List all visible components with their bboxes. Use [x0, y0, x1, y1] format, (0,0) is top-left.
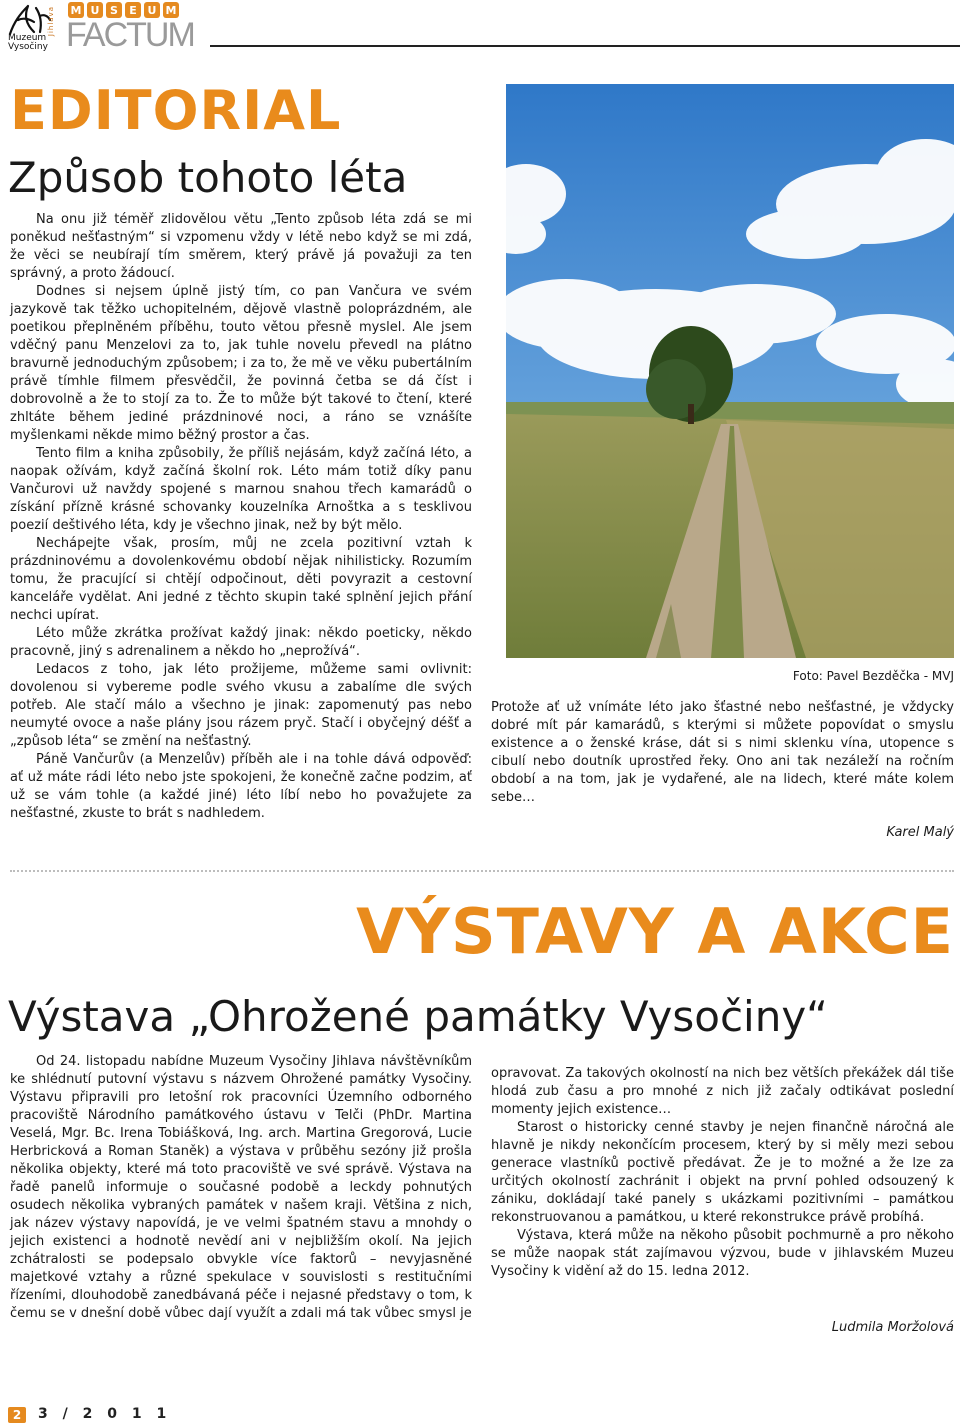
- photo-caption: Foto: Pavel Bezděčka - MVJ: [792, 669, 954, 683]
- logo-vertical-text: Jihlava: [47, 6, 55, 37]
- museum-letter: U: [144, 2, 160, 18]
- exhibition-text-left: [10, 1053, 472, 1323]
- museum-letter: U: [87, 2, 103, 18]
- antler-logo-icon: [6, 2, 52, 36]
- section-heading-exhibitions: VÝSTAVY A AKCE: [356, 895, 954, 968]
- section-divider: [10, 870, 954, 872]
- paragraph: Výstava, která může na někoho působit pochmurně a pro někoho se může naopak stát zajímavou výzvou, bude v jihlavském Muzeu Vysočiny k vidění až do 15. ledna 2012.: [491, 1228, 954, 1279]
- exhibition-text-right: [491, 1065, 954, 1281]
- museum-letter: S: [106, 2, 122, 18]
- paragraph: Starost o historicky cenné stavby je nejen finančně náročná ale hlavně je nikdy nekončícím procesem, který by si měly mezi sebou generace vlastníků poctivě předávat. Že je to možné a že lze za určitých okolností zachránit i objekt na první pohled odsouzený k zániku, dokládají také panely s ukázkami pozitivními – památkou rekonstruovanou a památkou, u které rekonstrukce právě probíhá.: [491, 1120, 954, 1225]
- header-rule: [210, 45, 960, 47]
- museum-letter: M: [163, 2, 179, 18]
- summer-landscape-photo: [506, 84, 954, 658]
- museum-letter: M: [68, 2, 84, 18]
- editorial-right-column: [491, 699, 954, 807]
- author-signature: Ludmila Moržolová: [831, 1320, 954, 1335]
- paragraph: Protože ať už vnímáte léto jako šťastné nebo nešťastné, je vždycky dobré mít pár kamarádů, s kterými si můžete popovídat o smyslu existence a o ženské kráse, dát si s nimi sklenku vína, utopence s cibulí nebo doutník uprostřed řeky. Ono ani tak nezáleží na ročním období a na tom, jak je vydařené, ale na lidech, které máte kolem sebe…: [491, 700, 954, 805]
- author-signature: Karel Malý: [886, 825, 954, 840]
- paragraph: Dodnes si nejsem úplně jistý tím, co pan Vančura ve svém jazykově tak těžko uchopitelném, dějově vlastně poloprázdném, ale poetikou přeplněném příběhu, touto větou přesně myslel. Ale jsem vděčný panu Menzelovi za to, jak tuhle novelu převedl na plátno bravurně jednoduchým způsobem; i za to, že mě ve věku pubertálním právě tímhle filmem přesvědčil, že povinná četba se dá číst i dobrovolně a že to stojí za to. Že to může být takové to čtení, které zhltáte během jediné prázdninové noci, a ráno se vznášíte myšlenkami někde mimo běžný prostor a čas.: [10, 284, 472, 443]
- page-number: 2: [8, 1407, 26, 1423]
- article-title-exhibition: Výstava „Ohrožené památky Vysočiny“: [8, 992, 828, 1041]
- paragraph: Nechápejte však, prosím, můj ne zcela pozitivní vztah k prázdninovému a dovolenkovému období nějak nihilisticky. Rozumím tomu, že pracující si chtějí odpočinout, děti povyrazit a cestovní kanceláře vydělat. Ani jedné z těchto skupin také splnění jejich přání nechci upírat.: [10, 536, 472, 623]
- paragraph: Páně Vančurův (a Menzelův) příběh ale i na tohle dává odpověď: ať už máte rádi léto nebo jste spokojeni, že konečně začne podzim, ať už se vám tohle (a každé jiné) léto líbí nebo ho považujete za nešťastné, zkuste to brát s nadhledem.: [10, 752, 472, 821]
- paragraph: Od 24. listopadu nabídne Muzeum Vysočiny Jihlava návštěvníkům ke shlédnutí putovní výstavu s názvem Ohrožené památky Vysočiny. Výstavu připravili pro letošní rok pracovníci Územního odborného pracoviště Národního památkového ústavu v Telči (PhDr. Martina Veselá, Mgr. Bc. Irena Tobiášková, Ing. arch. Martina Gregorová, Lucie Herbricková a Roman Staněk) a výstava v průběhu sezóny již prošla několika objekty, které má toto pracoviště ve své správě. Výstava na řadě panelů informuje o současné podobě a leckdy pohnutých osudech několika vybraných památek v našem kraji. Většina z nich, jak název výstavy napovídá, je ve velmi špatném stavu a mnohdy o jejich existenci a hodnotě nevědí ani v nejbližším okolí. Na jejich zchátralosti se podepsalo obvykle více faktorů – nevyjasněné majetkové vztahy a různé spekulace v souvislosti s restitučními řízeními, dlouhodobě zanedbávaná péče i nejasné představy o tom, k čemu se v dnešní době vůbec dají využít a zdali má tak vůbec smysl je: [10, 1054, 472, 1321]
- section-heading-editorial: EDITORIAL: [10, 79, 342, 142]
- magazine-title: FACTUM: [66, 16, 194, 54]
- paragraph: Na onu již téměř zlidovělou větu „Tento způsob léta zdá se mi poněkud nešťastným“ si vzpomenu vždy v létě nebo když se mi zdá, že věci se neubírají tím směrem, který právě já považuji za ten správný, a proto žádoucí.: [10, 212, 472, 281]
- paragraph: opravovat. Za takových okolností na nich bez větších překážek dál tiše hlodá zub času a pro mnohé z nich již začaly odtikávat poslední momenty jejich existence…: [491, 1066, 954, 1117]
- logo-text: Muzeum Vysočiny: [8, 33, 48, 52]
- landscape-image: [506, 84, 954, 658]
- editorial-text-column: [10, 211, 472, 823]
- paragraph: Ledacos z toho, jak léto prožijeme, můžeme sami ovlivnit: dovolenou si vybereme podle svého vkusu a zabalíme dle svých potřeb. Ale stačí málo a všechno je jinak: zapomenutý pas nebo neumyté ovoce a naše plány jsou rázem pryč. Stačí i obyčejný déšť a „způsob léta“ se změní na nešťastný.: [10, 662, 472, 749]
- paragraph: Tento film a kniha způsobily, že příliš nejásám, když začíná léto, a naopak ožívám, když začíná školní rok. Léto mám totiž díky panu Vančurovi už navždy spojené s marnou snahou třech kamarádů o získání přízně krásné schovanky kouzelníka Arnoštka a s tesklivou poezií deštivého léta, kdy je všechno jinak, než by být mělo.: [10, 446, 472, 533]
- article-title-editorial: Způsob tohoto léta: [8, 153, 408, 202]
- issue-number: 3 / 2 0 1 1: [38, 1406, 172, 1422]
- museum-letter: E: [125, 2, 141, 18]
- paragraph: Léto může zkrátka prožívat každý jinak: někdo poeticky, někdo pracovně, jiný s adrenalinem a někdo ho „neprožívá“.: [10, 626, 472, 659]
